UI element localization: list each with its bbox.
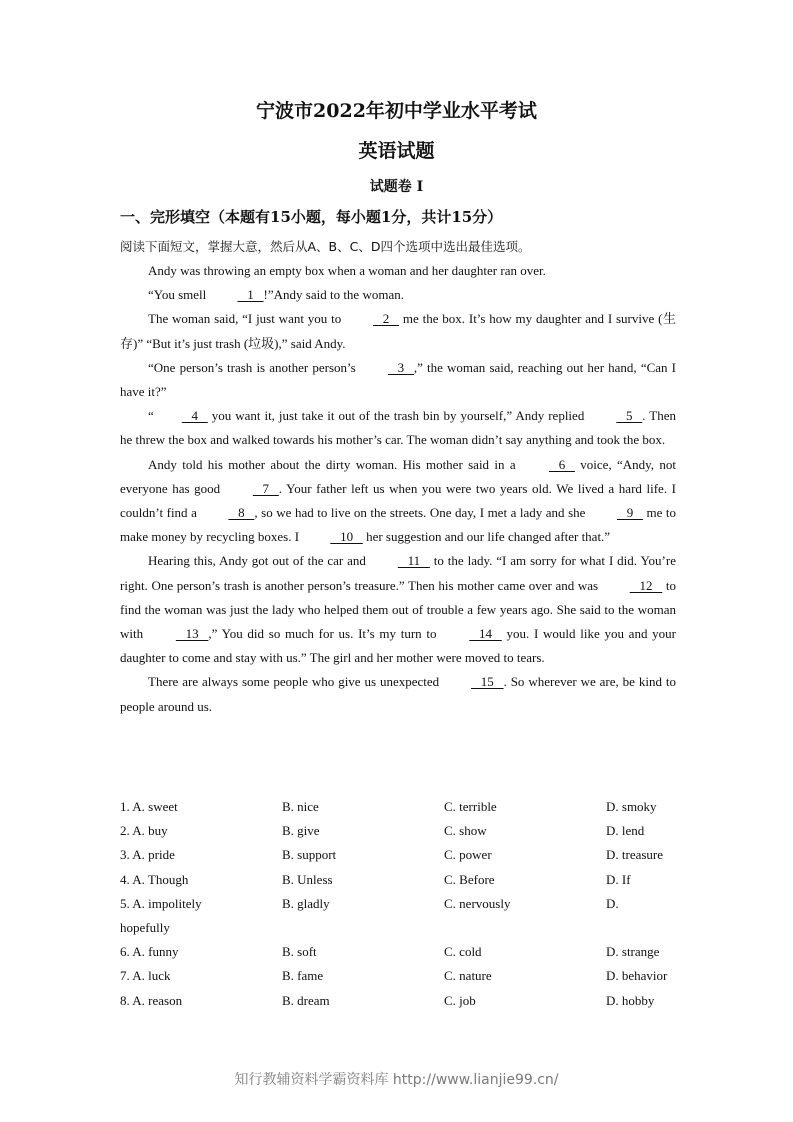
option-c: C. Before <box>444 871 495 887</box>
option-c: C. power <box>444 847 492 863</box>
option-b <box>282 916 444 940</box>
option-b: B. support <box>282 847 337 863</box>
option-d: D. behavior <box>606 968 668 984</box>
option-b: B. fame <box>282 968 324 984</box>
paragraph-text: you. I would like you and your daughter to come and stay with us.” The girl and her mother were moved to tears. <box>120 626 676 666</box>
paragraph-text: . So wherever we are, be kind to people around us. <box>120 674 676 714</box>
paragraph-text: !”Andy said to the woman. <box>263 287 404 303</box>
blank-2: 2 <box>373 311 400 327</box>
option-a: 3. A. pride <box>120 847 175 863</box>
blank-10: 10 <box>330 529 363 545</box>
paragraph-6 <box>120 453 676 550</box>
paragraph-text: . Then he threw the box and walked towards his mother’s car. The woman didn’t say anything and took the box. <box>120 408 676 448</box>
paragraph-text: ,” the woman said, reaching out her hand, “Can I have it?” <box>120 359 677 400</box>
option-row <box>120 843 680 867</box>
option-d <box>606 916 680 940</box>
paragraph-text: , so we had to live on the streets. One day, I met a lady and she <box>254 505 589 521</box>
option-c <box>444 916 606 940</box>
paragraph-text: . Your father left us when you were two years old. We lived a hard life. I couldn’t find a <box>120 480 676 521</box>
option-a: 4. A. Though <box>120 871 189 887</box>
option-row <box>120 795 680 819</box>
paragraph-1 <box>120 259 676 283</box>
option-c: C. nervously <box>444 895 511 911</box>
paragraph-2 <box>120 283 676 307</box>
option-a: 2. A. buy <box>120 823 168 839</box>
option-b: B. Unless <box>282 871 333 887</box>
option-c: C. show <box>444 823 487 839</box>
blank-7: 7 <box>252 480 279 496</box>
paragraph-text: There are always some people who give us unexpected <box>148 674 444 690</box>
paragraph-text: “One person’s trash is another person’s <box>148 359 360 375</box>
paragraph-7 <box>120 549 676 670</box>
option-row <box>120 916 680 940</box>
blank-5: 5 <box>616 408 643 424</box>
option-d: D. lend <box>606 823 645 839</box>
blank-12: 12 <box>629 577 663 593</box>
option-b: B. give <box>282 823 320 839</box>
blank-1: 1 <box>237 287 264 303</box>
option-row <box>120 819 680 843</box>
option-d: D. <box>606 895 619 911</box>
option-c: C. nature <box>444 968 492 984</box>
paragraph-text: me the box. It’s how my daughter and I survive (生存)” “But it’s just trash (垃圾),” said Andy. <box>120 311 677 351</box>
option-d: D. strange <box>606 944 660 960</box>
option-row <box>120 868 680 892</box>
option-d: D. smoky <box>606 799 657 814</box>
option-c: C. job <box>444 992 476 1008</box>
option-row <box>120 964 680 988</box>
footer-watermark: 知行教辅资料学霸资料库 http://www.lianjie99.cn/ <box>234 1072 559 1088</box>
paragraph-text: her suggestion and our life changed after that.” <box>362 529 611 545</box>
paragraph-text: voice, “Andy, not everyone has good <box>120 456 677 496</box>
answer-options <box>120 795 680 1013</box>
paragraph-5 <box>120 404 676 452</box>
paragraph-text: to find the woman was just the lady who helped them out of trouble a few years ago. She said to the woman with <box>120 577 676 642</box>
blank-11: 11 <box>397 553 430 569</box>
blank-6: 6 <box>548 456 575 472</box>
section-instruction: 阅读下面短文，掌握大意，然后从A、B、C、D四个选项中选出最佳选项。 <box>120 239 531 254</box>
paragraph-text: ,” You did so much for us. It’s my turn to <box>208 626 442 642</box>
cloze-passage <box>120 259 676 719</box>
option-c: C. cold <box>444 944 482 960</box>
option-a: 6. A. funny <box>120 944 179 960</box>
option-row <box>120 892 680 916</box>
blank-3: 3 <box>387 359 414 375</box>
paragraph-4 <box>120 356 676 404</box>
option-b: B. nice <box>282 799 319 814</box>
paragraph-text: The woman said, “I just want you to <box>148 311 346 327</box>
paragraph-text: me to make money by recycling boxes. I <box>120 505 677 545</box>
option-b: B. dream <box>282 992 330 1008</box>
option-a: 5. A. impolitely <box>120 895 202 911</box>
paragraph-text: Andy was throwing an empty box when a woman and her daughter ran over. <box>148 263 546 278</box>
blank-14: 14 <box>469 626 502 642</box>
exam-subtitle: 英语试题 <box>358 140 435 162</box>
option-a: 7. A. luck <box>120 968 171 984</box>
paragraph-text: Hearing this, Andy got out of the car and <box>148 553 370 569</box>
blank-4: 4 <box>181 408 208 424</box>
blank-9: 9 <box>616 505 643 521</box>
option-a: 8. A. reason <box>120 992 183 1008</box>
paragraph-text: “You smell <box>148 287 210 303</box>
option-a: 1. A. sweet <box>120 799 178 814</box>
paragraph-8 <box>120 670 676 718</box>
option-b: B. gladly <box>282 895 330 911</box>
paragraph-3 <box>120 307 676 355</box>
paragraph-text: you want it, just take it out of the trash bin by yourself,” Andy replied <box>207 408 589 424</box>
option-d: D. treasure <box>606 847 664 863</box>
section-heading: 一、完形填空（本题有15小题，每小题1分，共计15分） <box>120 208 503 226</box>
option-d: D. hobby <box>606 992 655 1008</box>
option-c: C. terrible <box>444 799 497 814</box>
option-d: D. If <box>606 871 631 887</box>
blank-13: 13 <box>175 626 209 642</box>
exam-title: 宁波市2022年初中学业水平考试 <box>256 100 537 122</box>
option-row <box>120 940 680 964</box>
option-a: hopefully <box>120 920 170 936</box>
option-b: B. soft <box>282 944 317 960</box>
paragraph-text: “ <box>148 408 154 424</box>
paragraph-text: Andy told his mother about the dirty woman. His mother said in a <box>148 456 521 472</box>
option-row <box>120 989 680 1013</box>
blank-15: 15 <box>471 674 504 690</box>
paper-label: 试题卷 I <box>369 179 424 195</box>
paragraph-text: to the lady. “I am sorry for what I did. You’re right. One person’s trash is another person’s treasure.” Then his mother came over and was <box>120 553 676 593</box>
blank-8: 8 <box>228 505 255 521</box>
